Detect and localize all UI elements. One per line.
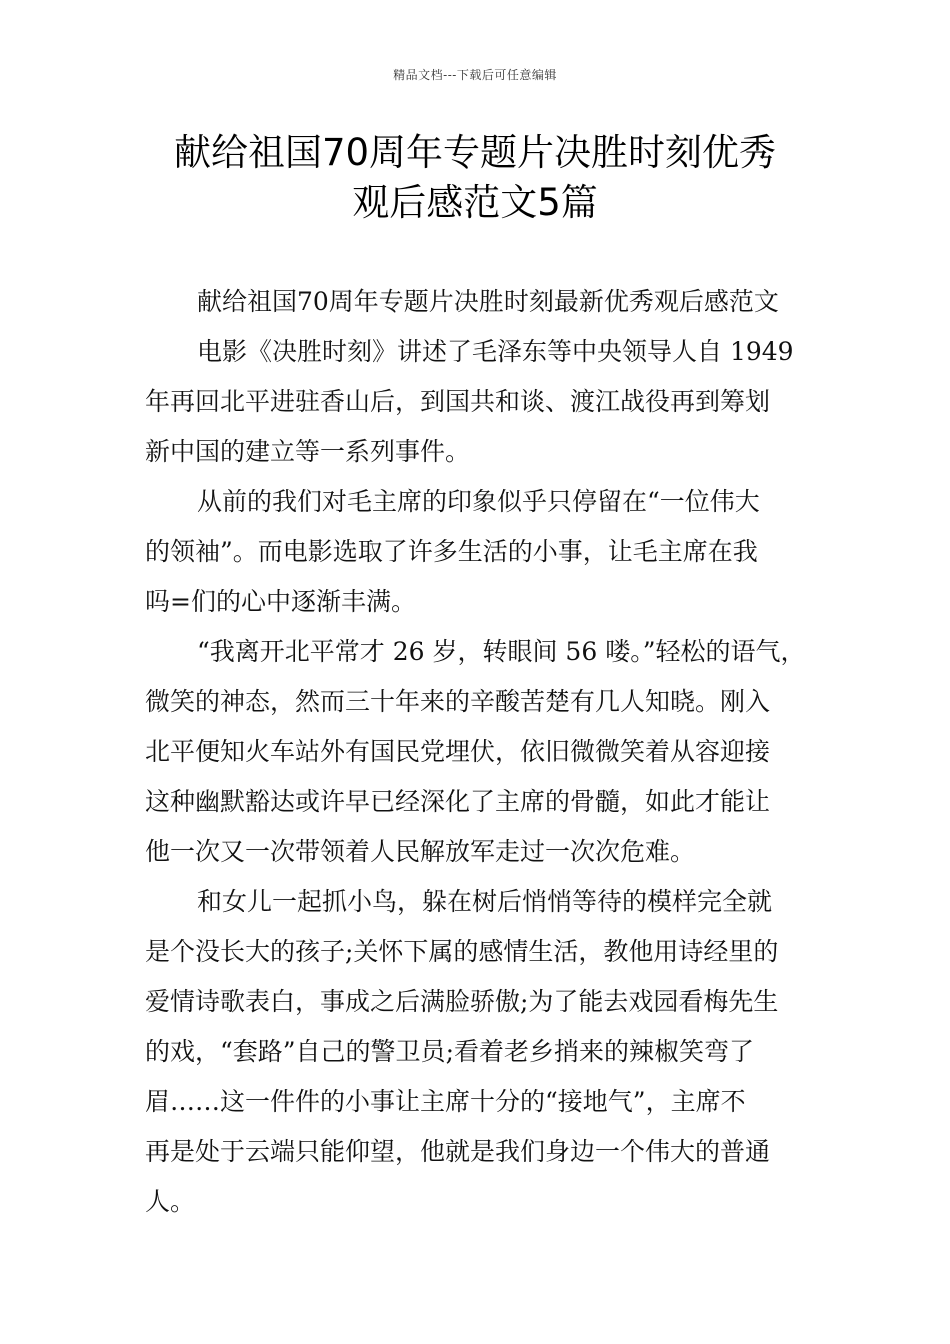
body-line: 年再回北平进驻香山后，到国共和谈、渡江战役再到筹划 (145, 387, 771, 416)
body-line: 北平便知火车站外有国民党埋伏，依旧微微笑着从容迎接 (145, 737, 771, 766)
body-line: 再是处于云端只能仰望，他就是我们身边一个伟大的普通 (145, 1137, 771, 1166)
title-line-2: 观后感范文5篇 (352, 181, 598, 224)
body-line: 微笑的神态，然而三十年来的辛酸苦楚有几人知晓。刚入 (145, 687, 771, 716)
subtitle-line: 献给祖国70周年专题片决胜时刻最新优秀观后感范文 (197, 287, 779, 316)
body-line: 的领袖”。而电影选取了许多生活的小事，让毛主席在我 (145, 537, 758, 566)
title-line-1: 献给祖国70周年专题片决胜时刻优秀 (173, 131, 777, 174)
body-line: 电影《决胜时刻》讲述了毛泽东等中央领导人自 1949 (197, 337, 794, 366)
body-line: 吗=们的心中逐渐丰满。 (145, 587, 416, 616)
document-body (145, 277, 815, 1227)
body-line: 从前的我们对毛主席的印象似乎只停留在“一位伟大 (197, 487, 760, 516)
header-note: 精品文档---下载后可任意编辑 (393, 68, 557, 82)
body-line: 新中国的建立等一系列事件。 (145, 437, 471, 466)
body-line: “我离开北平常才 26 岁，转眼间 56 喽。”轻松的语气， (197, 637, 806, 666)
body-line: 眉……这一件件的小事让主席十分的“接地气”，主席不 (145, 1087, 746, 1116)
body-line: 爱情诗歌表白，事成之后满脸骄傲;为了能去戏园看梅先生 (145, 987, 779, 1016)
body-line: 的戏，“套路”自己的警卫员;看着老乡捎来的辣椒笑弯了 (145, 1037, 754, 1066)
body-line: 和女儿一起抓小鸟，躲在树后悄悄等待的模样完全就 (197, 887, 773, 916)
document-title (120, 128, 830, 228)
body-line: 是个没长大的孩子;关怀下属的感情生活，教他用诗经里的 (145, 937, 779, 966)
body-line: 他一次又一次带领着人民解放军走过一次次危难。 (145, 837, 696, 866)
body-line: 这种幽默豁达或许早已经深化了主席的骨髓，如此才能让 (145, 787, 771, 816)
body-line: 人。 (145, 1187, 196, 1216)
